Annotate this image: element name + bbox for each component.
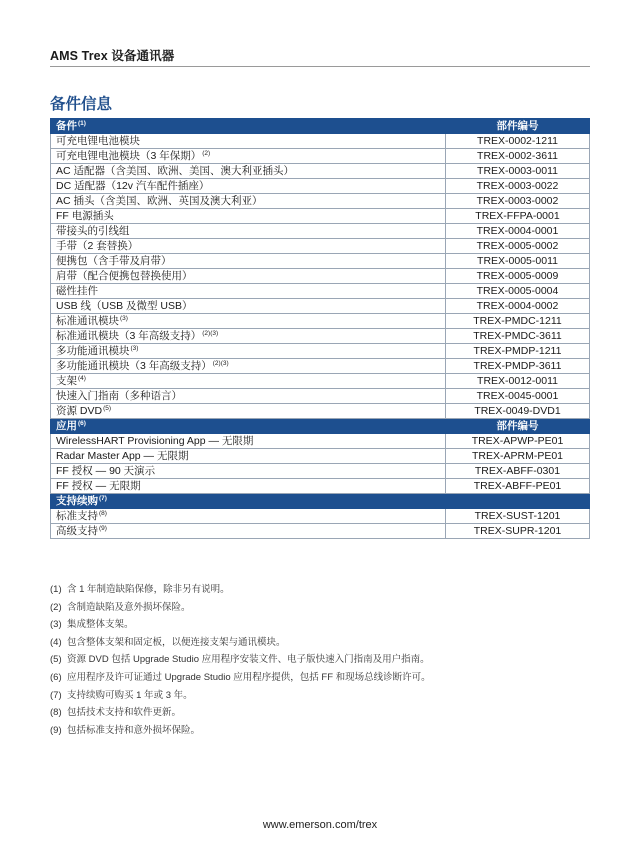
- footer-url: www.emerson.com/trex: [262, 819, 378, 831]
- footnote-number: (4): [50, 636, 62, 648]
- part-name: 可充电锂电池模块（3 年保期）: [56, 150, 202, 162]
- part-number: TREX-0003-0022: [446, 179, 590, 194]
- table-row: [51, 179, 590, 194]
- part-name-cell: [51, 269, 446, 284]
- part-name-cell: [51, 464, 446, 479]
- footnote-ref: (5): [103, 405, 112, 412]
- group-label: [51, 119, 446, 134]
- footnote-number: (7): [50, 689, 62, 701]
- table-row: [51, 359, 590, 374]
- part-name-cell: [51, 284, 446, 299]
- part-name-cell: [51, 374, 446, 389]
- part-number: TREX-0004-0002: [446, 299, 590, 314]
- footnote-item: [50, 599, 431, 617]
- code-column-header: [446, 494, 590, 509]
- footnote-item: [50, 581, 431, 599]
- code-column-header: 部件编号: [446, 119, 590, 134]
- part-number: TREX-0005-0004: [446, 284, 590, 299]
- part-name-cell: [51, 509, 446, 524]
- part-number: TREX-0003-0002: [446, 194, 590, 209]
- part-name: DC 适配器（12v 汽车配件插座）: [56, 180, 210, 192]
- part-name-cell: [51, 329, 446, 344]
- part-name: WirelessHART Provisioning App — 无限期: [56, 435, 254, 447]
- footnote-ref: (2): [202, 150, 211, 157]
- part-name: 可充电锂电池模块: [56, 135, 140, 147]
- footnote-text: 资源 DVD 包括 Upgrade Studio 应用程序安装文件、电子版快速入门指南及用户指南。: [67, 654, 430, 666]
- group-footnote-ref: (6): [78, 420, 86, 427]
- footnote-text: 含制造缺陷及意外损坏保险。: [67, 601, 191, 613]
- document-header-title: AMS Trex 设备通讯器: [50, 49, 175, 63]
- table-row: [51, 209, 590, 224]
- part-name-cell: [51, 344, 446, 359]
- parts-table: [50, 118, 590, 539]
- part-number: TREX-FFPA-0001: [446, 209, 590, 224]
- part-name-cell: [51, 449, 446, 464]
- footnote-text: 集成整体支架。: [67, 619, 134, 631]
- part-name: FF 授权 — 无限期: [56, 480, 141, 492]
- part-number: TREX-0002-1211: [446, 134, 590, 149]
- footnote-text: 应用程序及许可证通过 Upgrade Studio 应用程序提供，包括 FF 和现场总线诊断许可。: [67, 671, 431, 683]
- part-name: Radar Master App — 无限期: [56, 450, 189, 462]
- group-footnote-ref: (7): [99, 495, 107, 502]
- table-group-header: [51, 119, 590, 134]
- part-number: TREX-PMDC-3611: [446, 329, 590, 344]
- footnote-item: [50, 704, 431, 722]
- footnote-text: 包括标准支持和意外损坏保险。: [67, 724, 201, 736]
- part-name-cell: [51, 434, 446, 449]
- part-number: TREX-0003-0011: [446, 164, 590, 179]
- part-name: 高级支持: [56, 525, 98, 537]
- footnote-ref: (2)(3): [202, 330, 219, 337]
- part-name: AC 插头（含美国、欧洲、英国及澳大利亚）: [56, 195, 263, 207]
- part-number: TREX-0002-3611: [446, 149, 590, 164]
- part-name: 肩带（配合便携包替换使用）: [56, 270, 193, 282]
- part-number: TREX-0005-0011: [446, 254, 590, 269]
- part-name: 标准支持: [56, 510, 98, 522]
- part-name: 支架: [56, 375, 77, 387]
- table-row: [51, 479, 590, 494]
- part-name-cell: [51, 314, 446, 329]
- footnote-ref: (2)(3): [212, 360, 229, 367]
- part-name: 手带（2 套替换）: [56, 240, 139, 252]
- table-row: [51, 299, 590, 314]
- footnote-ref: (3): [120, 315, 128, 322]
- footnote-number: (2): [50, 601, 62, 613]
- table-row: [51, 164, 590, 179]
- footnote-number: (5): [50, 654, 62, 666]
- part-number: TREX-PMDC-1211: [446, 314, 590, 329]
- footnote-number: (3): [50, 619, 62, 631]
- table-row: [51, 434, 590, 449]
- part-name-cell: [51, 164, 446, 179]
- part-number: TREX-SUPR-1201: [446, 524, 590, 539]
- part-name: AC 适配器（含美国、欧洲、美国、澳大利亚插头）: [56, 165, 295, 177]
- part-name-cell: [51, 179, 446, 194]
- part-name: USB 线（USB 及微型 USB）: [56, 300, 193, 312]
- group-label: [51, 494, 446, 509]
- part-name-cell: [51, 209, 446, 224]
- table-row: [51, 449, 590, 464]
- footnote-number: (9): [50, 724, 62, 736]
- table-group-header: [51, 419, 590, 434]
- table-row: [51, 269, 590, 284]
- footnote-item: [50, 616, 431, 634]
- table-row: [51, 284, 590, 299]
- part-name-cell: [51, 359, 446, 374]
- part-name-cell: [51, 524, 446, 539]
- part-number: TREX-0004-0001: [446, 224, 590, 239]
- part-name-cell: [51, 479, 446, 494]
- part-number: TREX-PMDP-3611: [446, 359, 590, 374]
- part-number: TREX-ABFF-0301: [446, 464, 590, 479]
- table-row: [51, 194, 590, 209]
- code-column-header: 部件编号: [446, 419, 590, 434]
- part-name: 带接头的引线组: [56, 225, 130, 237]
- table-row: [51, 134, 590, 149]
- table-row: [51, 389, 590, 404]
- table-row: [51, 314, 590, 329]
- group-label-text: 应用: [56, 420, 77, 432]
- part-name: 多功能通讯模块（3 年高级支持）: [56, 360, 212, 372]
- part-name-cell: [51, 224, 446, 239]
- part-name-cell: [51, 239, 446, 254]
- part-name-cell: [51, 134, 446, 149]
- table-row: [51, 149, 590, 164]
- table-row: [51, 329, 590, 344]
- footnote-item: [50, 634, 431, 652]
- footnote-number: (6): [50, 671, 62, 683]
- footnote-ref: (8): [99, 510, 107, 517]
- footnote-item: [50, 687, 431, 705]
- table-row: [51, 344, 590, 359]
- footnote-ref: (9): [99, 525, 107, 532]
- part-name: 多功能通讯模块: [56, 345, 130, 357]
- header-divider: [50, 66, 590, 67]
- group-label-text: 支持续购: [56, 495, 98, 507]
- table-row: [51, 224, 590, 239]
- footnote-number: (1): [50, 584, 62, 595]
- part-name: 标准通讯模块: [56, 315, 119, 327]
- part-name-cell: [51, 404, 446, 419]
- footnote-ref: (4): [78, 375, 86, 382]
- table-row: [51, 404, 590, 419]
- part-number: TREX-0005-0009: [446, 269, 590, 284]
- part-number: TREX-PMDP-1211: [446, 344, 590, 359]
- section-title: 备件信息: [50, 96, 113, 113]
- group-label-text: 备件: [56, 120, 77, 132]
- group-footnote-ref: (1): [78, 120, 86, 127]
- part-number: TREX-APRM-PE01: [446, 449, 590, 464]
- table-row: [51, 254, 590, 269]
- footnote-item: [50, 722, 431, 740]
- table-row: [51, 239, 590, 254]
- table-group-header: [51, 494, 590, 509]
- footnote-text: 支持续购可购买 1 年或 3 年。: [67, 689, 193, 701]
- part-name: 标准通讯模块（3 年高级支持）: [56, 330, 202, 342]
- footnotes: [50, 581, 431, 739]
- part-name: 资源 DVD: [56, 405, 103, 417]
- part-number: TREX-APWP-PE01: [446, 434, 590, 449]
- part-number: TREX-0005-0002: [446, 239, 590, 254]
- footnote-item: [50, 669, 431, 687]
- part-number: TREX-SUST-1201: [446, 509, 590, 524]
- part-name-cell: [51, 194, 446, 209]
- part-name-cell: [51, 389, 446, 404]
- part-number: TREX-0045-0001: [446, 389, 590, 404]
- part-name-cell: [51, 254, 446, 269]
- part-name: FF 授权 — 90 天演示: [56, 465, 156, 477]
- part-number: TREX-0049-DVD1: [446, 404, 590, 419]
- part-number: TREX-0012-0011: [446, 374, 590, 389]
- footnote-number: (8): [50, 707, 62, 719]
- part-number: TREX-ABFF-PE01: [446, 479, 590, 494]
- footnote-ref: (3): [130, 345, 139, 352]
- table-row: [51, 509, 590, 524]
- footnote-item: [50, 651, 431, 669]
- part-name-cell: [51, 149, 446, 164]
- part-name: FF 电源插头: [56, 210, 114, 222]
- part-name-cell: [51, 299, 446, 314]
- part-name: 快速入门指南（多种语言）: [56, 390, 182, 402]
- part-name: 磁性挂件: [56, 285, 98, 297]
- table-row: [51, 374, 590, 389]
- table-row: [51, 464, 590, 479]
- table-row: [51, 524, 590, 539]
- footnote-text: 包含整体支架和固定板，以便连接支架与通讯模块。: [67, 636, 286, 648]
- footnote-text: 含 1 年制造缺陷保修，除非另有说明。: [67, 584, 230, 595]
- part-name: 便携包（含手带及肩带）: [56, 255, 172, 267]
- footnote-text: 包括技术支持和软件更新。: [67, 707, 182, 719]
- group-label: [51, 419, 446, 434]
